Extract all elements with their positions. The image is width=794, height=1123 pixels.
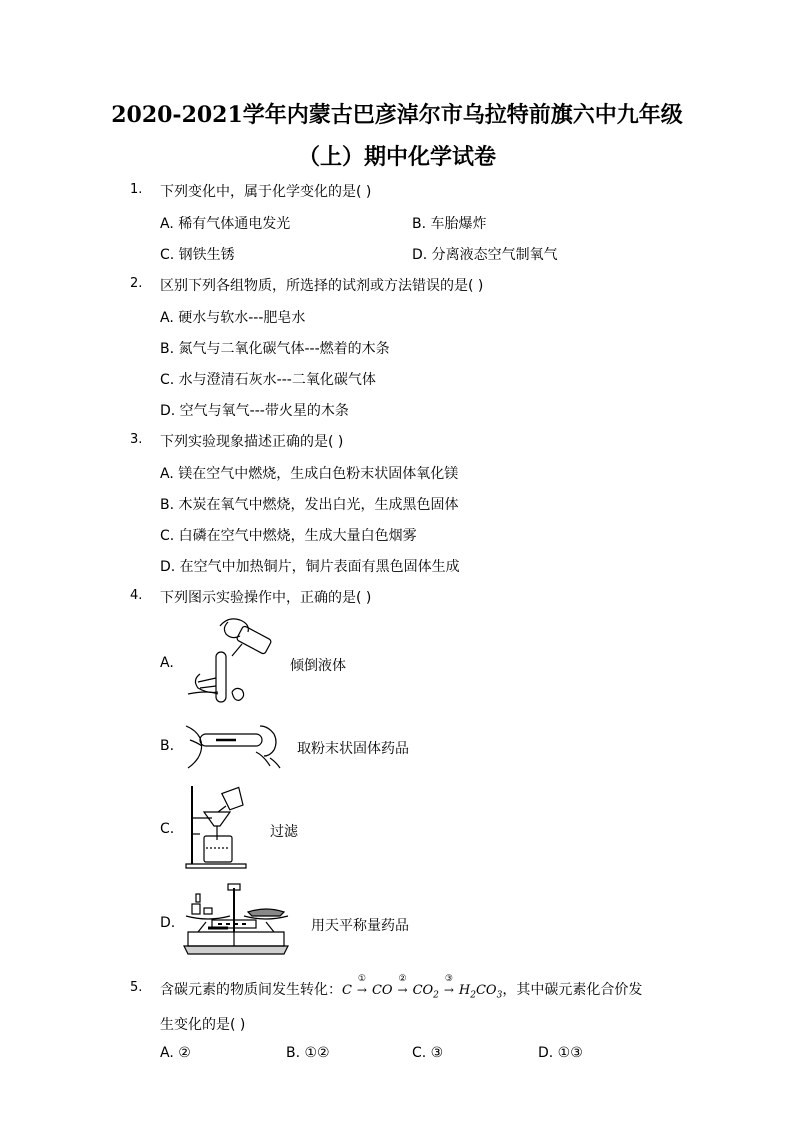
reaction-step-2: ② (398, 974, 407, 984)
filtration-figure (178, 782, 258, 872)
carbon-conversion-equation (342, 974, 503, 1001)
species-co2: CO (412, 983, 434, 998)
reaction-step-1: ① (357, 974, 366, 984)
question-5-text-after: ，其中碳元素化合价发 (502, 982, 643, 998)
question-5-option-a[interactable]: A. ② (160, 1045, 191, 1061)
question-3-option-a[interactable]: A. 镁在空气中燃烧，生成白色粉末状固体氧化镁 (160, 466, 459, 482)
paper-title-line2: （上）期中化学试卷 (297, 144, 496, 170)
question-3-text: 下列实验现象描述正确的是( ) (160, 434, 344, 450)
question-2-text: 区别下列各组物质，所选择的试剂或方法错误的是( ) (160, 278, 484, 294)
powder-sampling-figure (180, 718, 285, 772)
question-1-option-d[interactable]: D. 分离液态空气制氧气 (412, 247, 558, 263)
species-co3: CO (475, 983, 497, 998)
question-3-option-d[interactable]: D. 在空气中加热铜片，铜片表面有黑色固体生成 (160, 559, 460, 575)
species-h-subscript: 2 (470, 990, 476, 1001)
question-4-option-c-caption: 过滤 (270, 824, 298, 840)
question-4-option-d-caption: 用天平称量药品 (311, 918, 409, 934)
species-h: H (458, 983, 471, 998)
question-5-option-c[interactable]: C. ③ (412, 1045, 444, 1061)
question-1-option-c[interactable]: C. 钢铁生锈 (160, 247, 235, 263)
question-5-text-line2: 生变化的是( ) (160, 1017, 246, 1033)
question-2-option-b[interactable]: B. 氮气与二氧化碳气体---燃着的木条 (160, 341, 390, 357)
question-1-option-b[interactable]: B. 车胎爆炸 (412, 216, 487, 232)
question-4-option-d-letter[interactable]: D. (160, 915, 176, 931)
reaction-arrow-1: ① → (352, 983, 372, 998)
question-5-option-d[interactable]: D. ①③ (538, 1045, 583, 1061)
question-2-option-c[interactable]: C. 水与澄清石灰水---二氧化碳气体 (160, 372, 376, 388)
question-5-option-b[interactable]: B. ①② (286, 1045, 330, 1061)
question-5-text-before: 含碳元素的物质间发生转化： (160, 982, 342, 998)
question-1-number: 1. (130, 182, 143, 197)
reaction-step-3: ③ (444, 974, 453, 984)
question-3-option-b[interactable]: B. 木炭在氧气中燃烧，发出白光，生成黑色固体 (160, 497, 459, 513)
question-2-option-a[interactable]: A. 硬水与软水---肥皂水 (160, 310, 306, 326)
pour-liquid-figure (180, 612, 280, 712)
question-5-text (160, 974, 643, 1001)
species-co2-subscript: 2 (433, 990, 439, 1001)
question-1-text: 下列变化中，属于化学变化的是( ) (160, 184, 372, 200)
question-4-option-a-caption: 倾倒液体 (290, 658, 346, 674)
question-1-option-a[interactable]: A. 稀有气体通电发光 (160, 216, 291, 232)
reaction-arrow-2: ② → (393, 983, 413, 998)
question-4-option-b-caption: 取粉末状固体药品 (297, 741, 409, 757)
question-4-option-b-letter[interactable]: B. (160, 738, 175, 754)
question-3-option-c[interactable]: C. 白磷在空气中燃烧，生成大量白色烟雾 (160, 528, 417, 544)
question-4-option-c-letter[interactable]: C. (160, 821, 175, 837)
question-3-number: 3. (130, 432, 143, 447)
question-2-number: 2. (130, 276, 143, 291)
species-co3-subscript: 3 (496, 990, 503, 1001)
question-4-option-a-letter[interactable]: A. (160, 655, 174, 671)
balance-weighing-figure (178, 882, 293, 958)
paper-title-line1: 2020-2021学年内蒙古巴彦淖尔市乌拉特前旗六中九年级 (111, 102, 683, 128)
question-5-number: 5. (130, 980, 143, 995)
question-2-option-d[interactable]: D. 空气与氧气---带火星的木条 (160, 403, 349, 419)
question-4-text: 下列图示实验操作中，正确的是( ) (160, 590, 372, 606)
question-4-number: 4. (130, 588, 143, 603)
reaction-arrow-3: ③ → (439, 983, 459, 998)
species-c: C (342, 983, 352, 998)
species-co: CO (371, 983, 393, 998)
